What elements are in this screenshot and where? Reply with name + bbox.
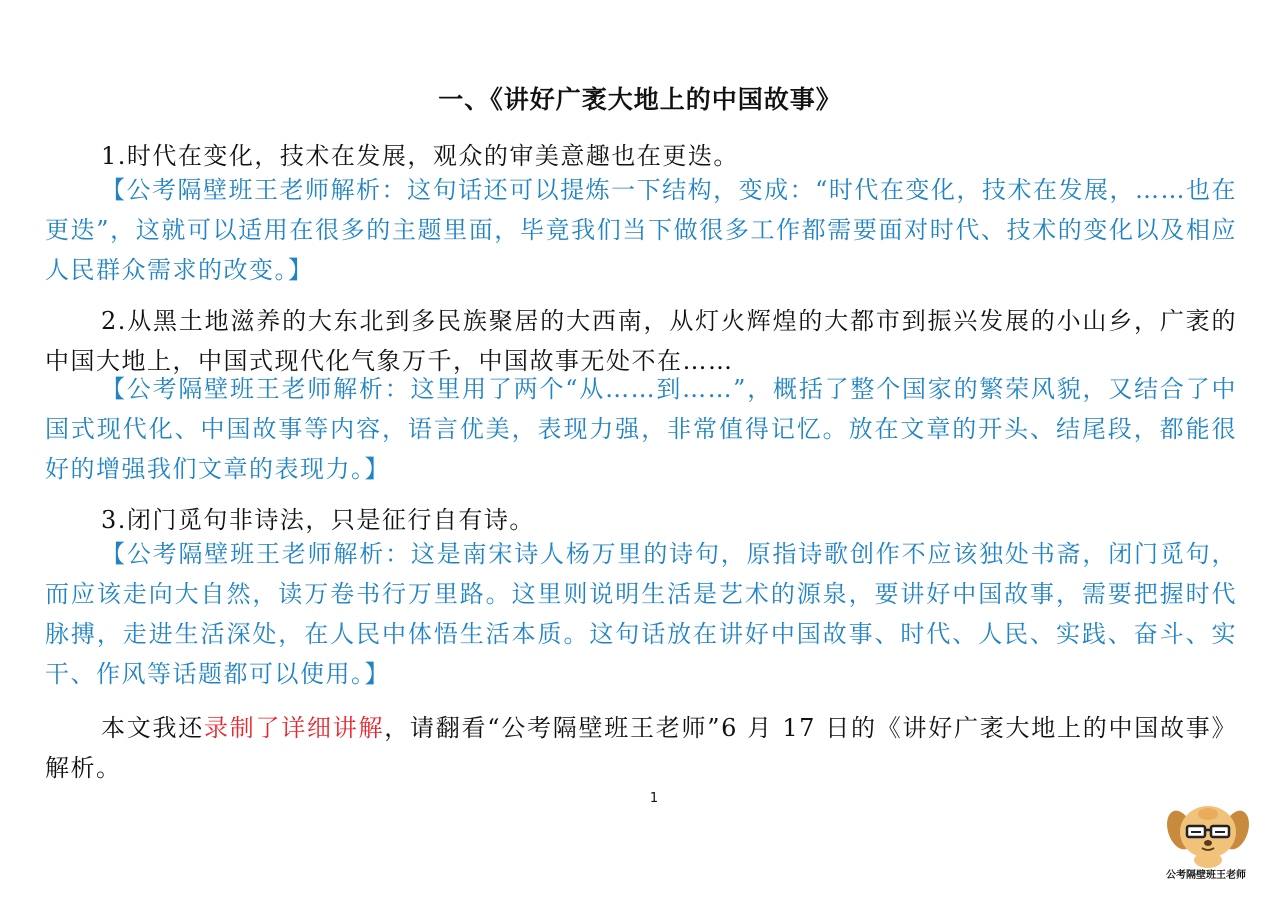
analysis-3: 【公考隔壁班王老师解析：这是南宋诗人杨万里的诗句，原指诗歌创作不应该独处书斋，闭门觅句，而应该走向大自然，读万卷书行万里路。这里则说明生活是艺术的源泉，要讲好中国故事，需要把握时代脉搏，走进生活深处，在人民中体悟生活本质。这句话放在讲好中国故事、时代、人民、实践、奋斗、实干、作风等话题都可以使用。】 [45, 540, 1237, 688]
recording-highlight: 录制了详细讲解 [204, 714, 385, 742]
closing-prefix: 本文我还 [101, 714, 205, 742]
logo-caption: 公考隔壁班王老师 [1166, 870, 1246, 881]
closing-paragraph [45, 708, 1237, 788]
page-title: 一、《讲好广袤大地上的中国故事》 [438, 85, 842, 114]
quote-3: 3.闭门觅句非诗法，只是征行自有诗。 [101, 506, 535, 534]
analysis-2: 【公考隔壁班王老师解析：这里用了两个“从……到……”，概括了整个国家的繁荣风貌，又结合了中国式现代化、中国故事等内容，语言优美，表现力强，非常值得记忆。放在文章的开头、结尾段，都能很好的增强我们文章的表现力。】 [45, 375, 1237, 483]
mascot-dog-logo [1160, 796, 1256, 896]
page-number: 1 [649, 791, 659, 806]
closing-suffix: ，请翻看“公考隔壁班王老师”6 月 17 日的《讲好广袤大地上的中国故事》解析。 [45, 714, 1238, 782]
quote-1: 1.时代在变化，技术在发展，观众的审美意趣也在更迭。 [101, 142, 739, 170]
analysis-1: 【公考隔壁班王老师解析：这句话还可以提炼一下结构，变成：“时代在变化，技术在发展，……也在更迭”，这就可以适用在很多的主题里面，毕竟我们当下做很多工作都需要面对时代、技术的变化以及相应人民群众需求的改变。】 [45, 176, 1237, 284]
quote-2: 2.从黑土地滋养的大东北到多民族聚居的大西南，从灯火辉煌的大都市到振兴发展的小山乡，广袤的中国大地上，中国式现代化气象万千，中国故事无处不在…… [45, 307, 1237, 375]
